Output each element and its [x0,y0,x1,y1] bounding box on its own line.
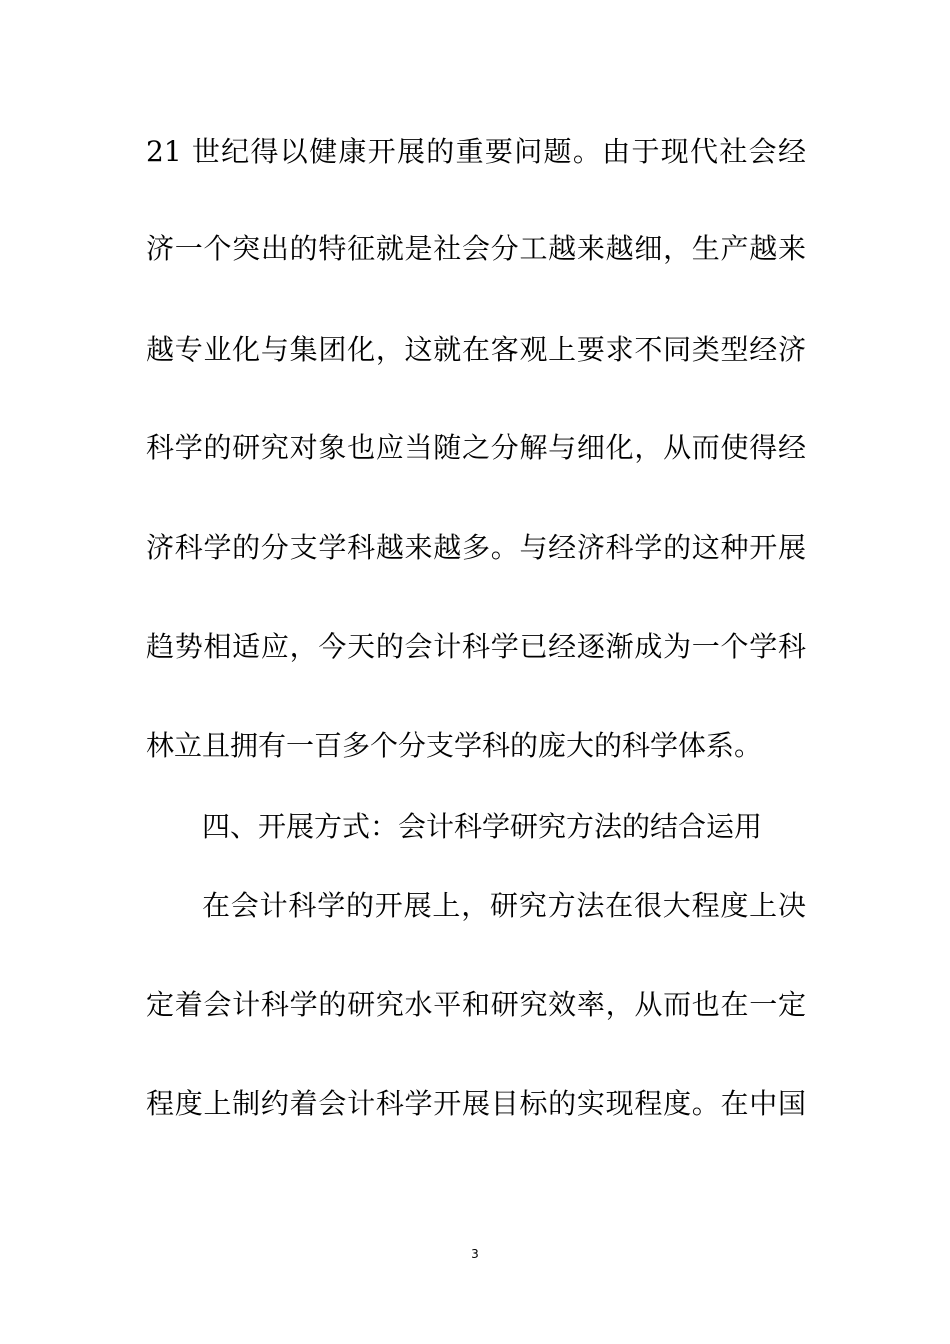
paragraph-first-line: 在会计科学的开展上，研究方法在很大程度上决 [202,889,806,922]
body-text-line: 科学的研究对象也应当随之分解与细化，从而使得经 [146,431,806,464]
section-heading: 四、开展方式：会计科学研究方法的结合运用 [202,810,763,843]
body-text-line: 程度上制约着会计科学开展目标的实现程度。在中国 [146,1087,806,1120]
body-text-line: 定着会计科学的研究水平和研究效率，从而也在一定 [146,988,806,1021]
body-text-line: 济科学的分支学科越来越多。与经济科学的这种开展 [146,531,806,564]
body-text-line: 林立且拥有一百多个分支学科的庞大的科学体系。 [146,729,763,762]
body-text-line: 21 世纪得以健康开展的重要问题。由于现代社会经 [146,135,806,168]
body-text-line: 越专业化与集团化，这就在客观上要求不同类型经济 [146,333,806,366]
page-number: 3 [471,1247,479,1261]
body-text-line: 趋势相适应，今天的会计科学已经逐渐成为一个学科 [146,630,806,663]
body-text-line: 济一个突出的特征就是社会分工越来越细，生产越来 [146,232,806,265]
